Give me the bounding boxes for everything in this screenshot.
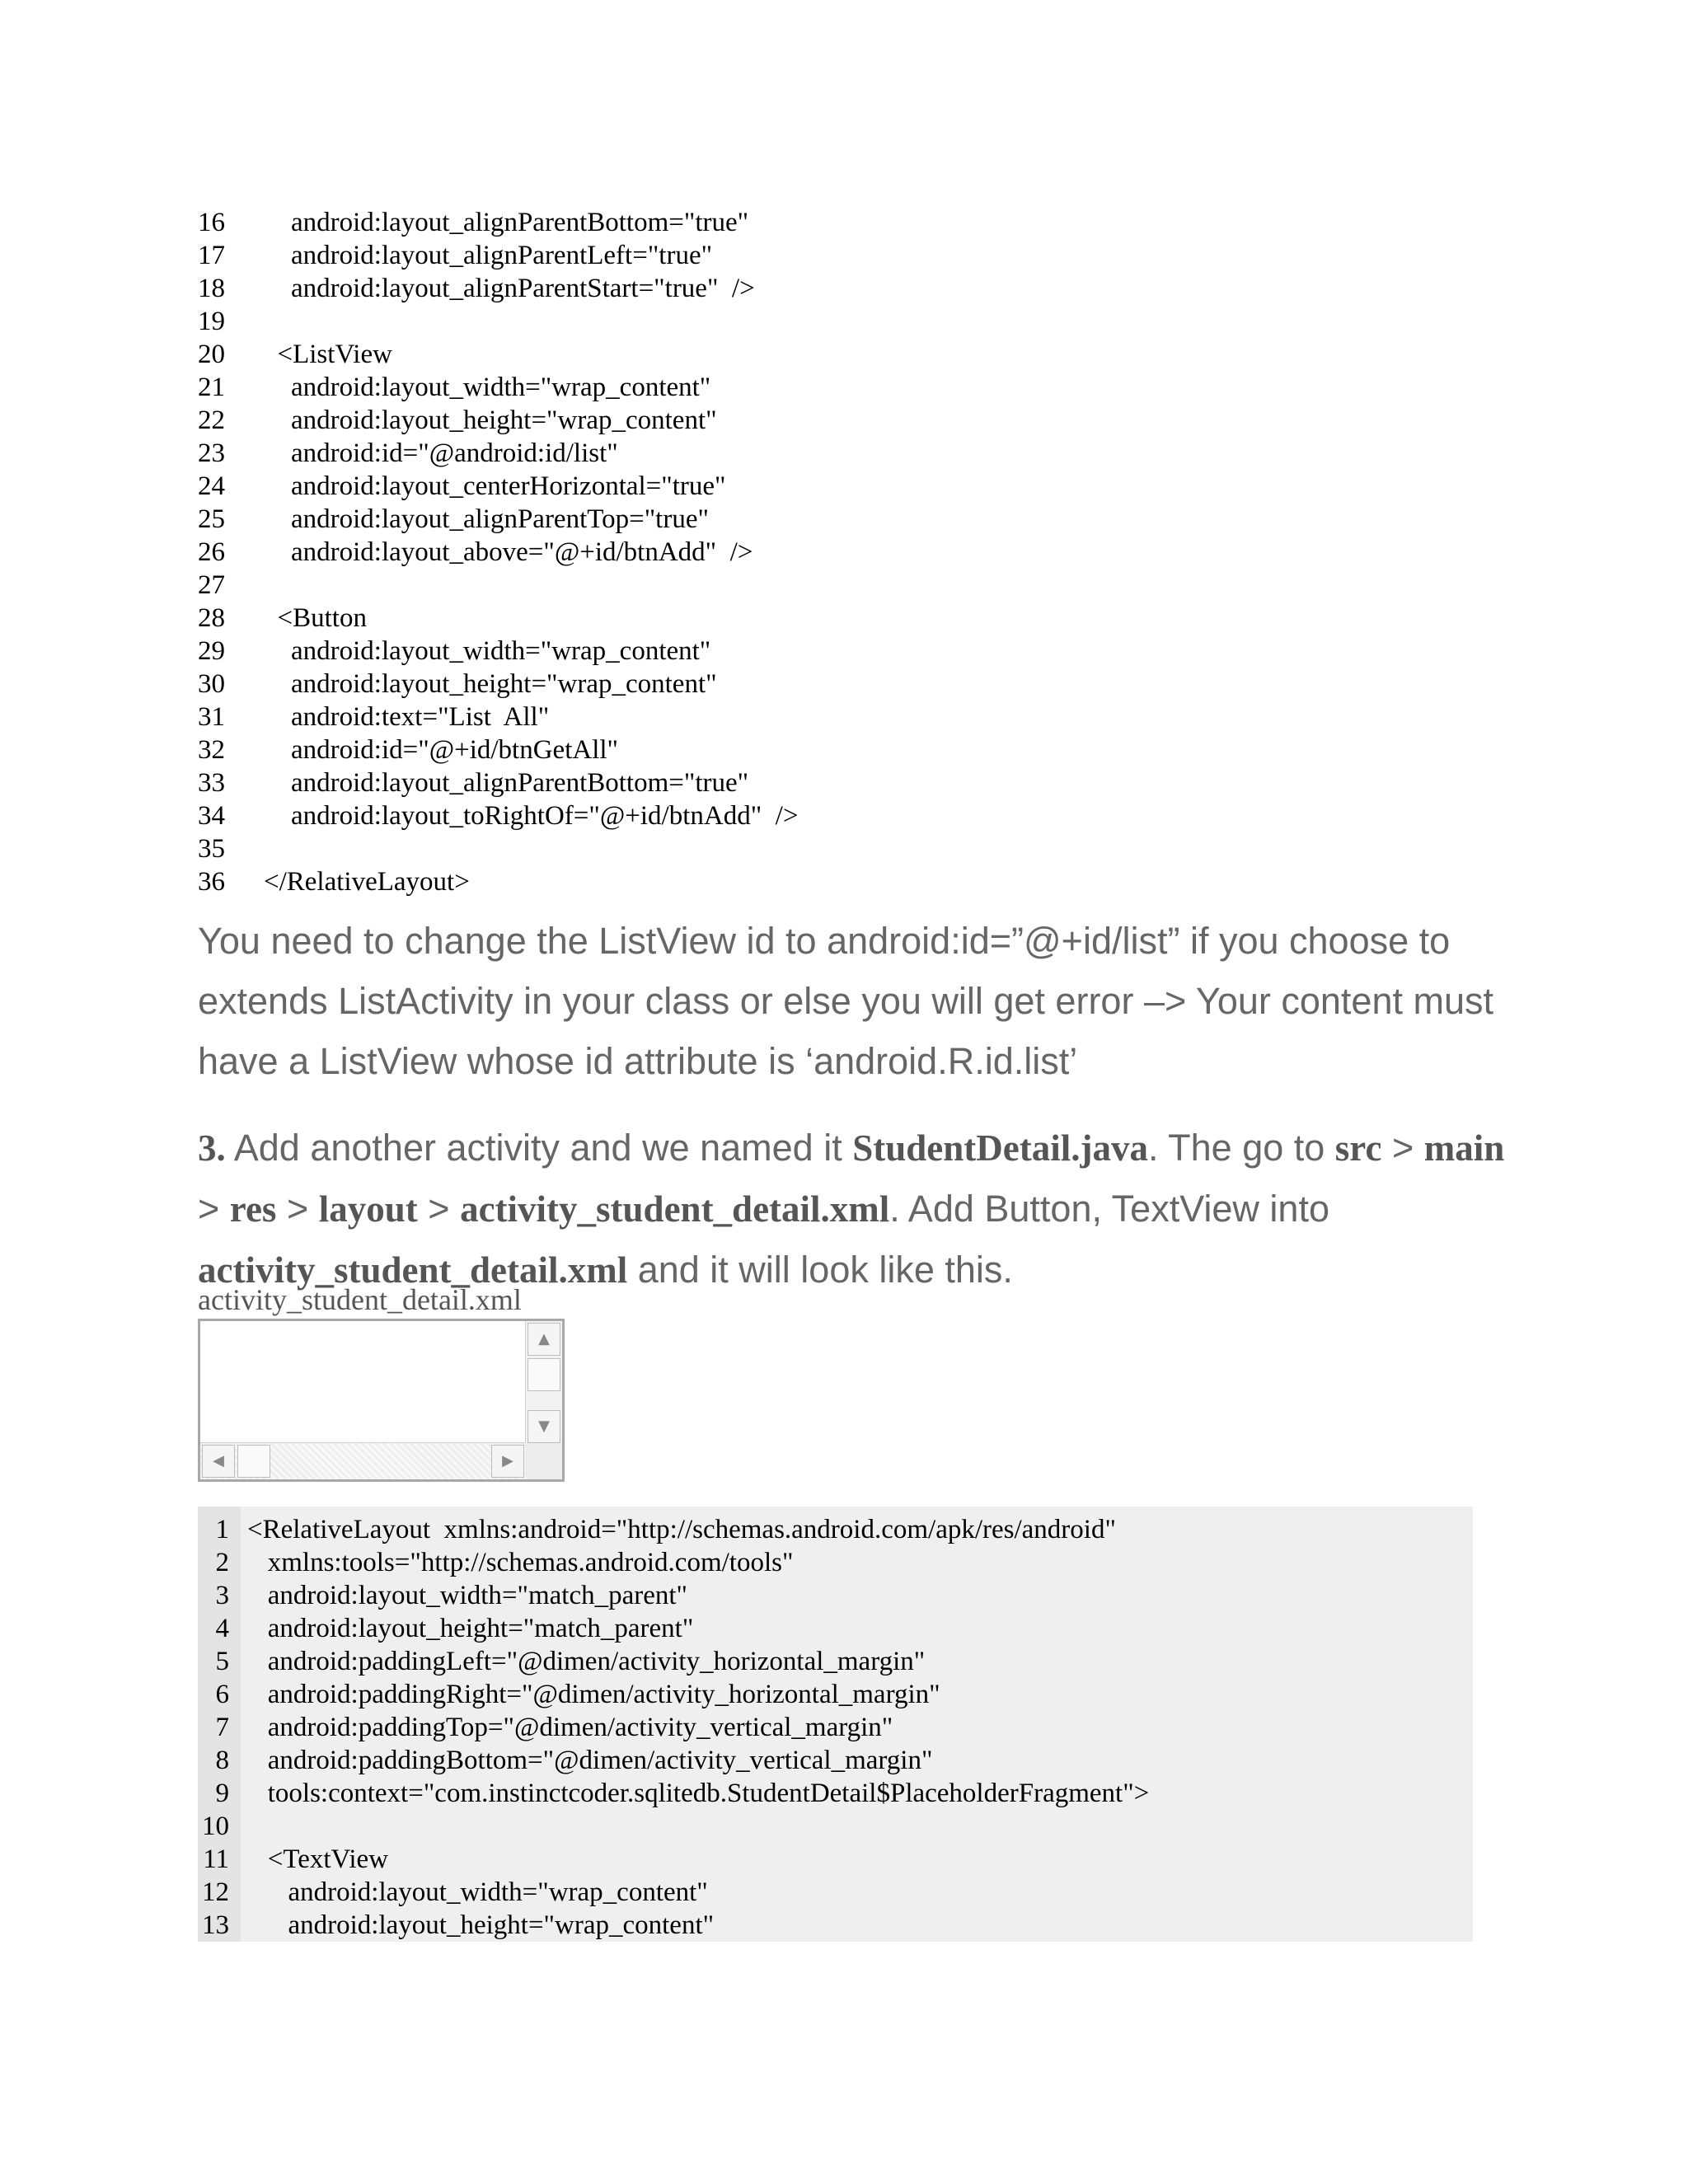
code-line (198, 635, 1484, 668)
line-number: 32 (198, 735, 225, 765)
code-line (198, 470, 1484, 503)
line-number: 17 (198, 241, 225, 270)
code-line (198, 206, 1484, 239)
step-text: and it will look like this. (627, 1249, 1013, 1291)
note-paragraph: You need to change the ListView id to android:id=”@+id/list” if you choose to extends ListActivity in your class or else you will get error –> Your content must have a ListView whose id attribute is ‘android.R.id.list’ (198, 920, 1493, 1082)
line-number: 7 (215, 1713, 229, 1742)
file-label: activity_student_detail.xml (198, 1283, 522, 1316)
path-res: res (229, 1188, 277, 1230)
code-line (198, 701, 1484, 733)
code-text: android:paddingLeft="@dimen/activity_horizontal_margin" (247, 1647, 926, 1676)
code-text: android:layout_width="wrap_content" (247, 1877, 708, 1907)
step-3-paragraph (198, 1118, 1517, 1301)
line-number: 33 (198, 768, 225, 798)
code-line (198, 1843, 1473, 1876)
code-line (198, 272, 1484, 305)
code-line (198, 1645, 1473, 1678)
code-text: <ListView (264, 340, 392, 369)
code-text (264, 832, 1484, 865)
code-text: tools:context="com.instinctcoder.sqlitedb.StudentDetail$PlaceholderFragment"> (247, 1779, 1150, 1808)
code-text: android:layout_height="wrap_content" (247, 1910, 715, 1940)
code-text: xmlns:tools="http://schemas.android.com/tools" (247, 1548, 794, 1577)
step-number: 3. (198, 1127, 226, 1169)
line-number: 11 (203, 1844, 229, 1874)
code-line (198, 404, 1484, 437)
code-line (198, 766, 1484, 799)
scroll-thumb[interactable] (237, 1445, 270, 1478)
code-line (198, 371, 1484, 404)
code-text: android:layout_width="wrap_content" (264, 636, 711, 666)
line-number: 23 (198, 438, 225, 468)
path-separator: > (198, 1188, 230, 1230)
path-separator: > (276, 1188, 319, 1230)
scroll-down-icon[interactable]: ▼ (528, 1410, 560, 1443)
line-number: 30 (198, 669, 225, 699)
code-line (198, 1744, 1473, 1777)
code-text (247, 1810, 1473, 1843)
code-text: android:layout_width="wrap_content" (264, 373, 711, 402)
code-text: android:layout_height="match_parent" (247, 1614, 694, 1643)
path-separator: > (417, 1188, 461, 1230)
code-line (198, 602, 1484, 635)
code-text: android:layout_width="match_parent" (247, 1581, 688, 1610)
code-text: </RelativeLayout> (264, 867, 470, 897)
line-number: 29 (198, 636, 225, 666)
code-line (198, 569, 1484, 602)
code-line (198, 1777, 1473, 1810)
code-line (198, 338, 1484, 371)
line-number: 12 (202, 1877, 229, 1907)
line-number: 5 (215, 1647, 229, 1676)
path-separator: > (1381, 1127, 1424, 1169)
code-line (198, 832, 1484, 865)
code-text: android:id="@android:id/list" (264, 438, 618, 468)
code-line (198, 239, 1484, 272)
line-number: 13 (202, 1910, 229, 1940)
code-line (198, 1678, 1473, 1711)
code-text: <Button (264, 603, 367, 633)
line-number: 34 (198, 801, 225, 831)
code-line (198, 1579, 1473, 1612)
line-number: 10 (202, 1811, 229, 1841)
code-text (264, 305, 1484, 338)
line-number: 21 (198, 373, 225, 402)
line-number: 28 (198, 603, 225, 633)
line-number: 2 (215, 1548, 229, 1577)
path-src: src (1334, 1127, 1382, 1169)
code-line (198, 1513, 1473, 1546)
code-line (198, 503, 1484, 536)
code-line (198, 1810, 1473, 1843)
embedded-frame[interactable] (198, 1319, 565, 1482)
code-line (198, 865, 1484, 898)
code-text: android:layout_alignParentTop="true" (264, 504, 709, 534)
code-text: android:layout_above="@+id/btnAdd" /> (264, 537, 753, 567)
code-text: android:layout_centerHorizontal="true" (264, 471, 726, 501)
line-number: 26 (198, 537, 225, 567)
scroll-left-icon[interactable]: ◀ (202, 1445, 235, 1478)
code-text: android:layout_alignParentStart="true" /> (264, 274, 755, 303)
line-number: 8 (215, 1746, 229, 1775)
code-text: android:paddingTop="@dimen/activity_vertical_margin" (247, 1713, 893, 1742)
line-number: 36 (198, 867, 225, 897)
code-text: android:layout_alignParentLeft="true" (264, 241, 713, 270)
line-number: 27 (198, 570, 225, 600)
code-text: android:layout_toRightOf="@+id/btnAdd" /> (264, 801, 799, 831)
line-number: 22 (198, 405, 225, 435)
code-text: android:paddingRight="@dimen/activity_horizontal_margin" (247, 1680, 940, 1709)
code-line (198, 1876, 1473, 1909)
code-text: <RelativeLayout xmlns:android="http://schemas.android.com/apk/res/android" (247, 1515, 1116, 1544)
xml-filename: activity_student_detail.xml (198, 1249, 628, 1291)
code-line (198, 1612, 1473, 1645)
code-text: android:id="@+id/btnGetAll" (264, 735, 619, 765)
code-text: android:text="List All" (264, 702, 550, 732)
code-text: android:layout_alignParentBottom="true" (264, 208, 749, 237)
scroll-thumb[interactable] (528, 1358, 560, 1391)
code-text: <TextView (247, 1844, 389, 1874)
code-text: android:layout_height="wrap_content" (264, 669, 717, 699)
code-text: android:layout_height="wrap_content" (264, 405, 717, 435)
code-line (198, 1909, 1473, 1942)
line-number: 4 (215, 1614, 229, 1643)
code-line (198, 1546, 1473, 1579)
code-line (198, 733, 1484, 766)
line-number: 1 (215, 1515, 229, 1544)
code-text: android:paddingBottom="@dimen/activity_vertical_margin" (247, 1746, 933, 1775)
line-number: 3 (215, 1581, 229, 1610)
horizontal-scrollbar[interactable] (200, 1442, 526, 1479)
code-block-continuation (198, 206, 1484, 898)
line-number: 25 (198, 504, 225, 534)
line-number: 19 (198, 307, 225, 336)
line-number: 16 (198, 208, 225, 237)
scrollbar-corner (526, 1443, 562, 1479)
code-line (198, 668, 1484, 701)
line-number: 18 (198, 274, 225, 303)
line-number: 31 (198, 702, 225, 732)
scroll-up-icon[interactable]: ▲ (528, 1323, 560, 1356)
xml-filename: activity_student_detail.xml (460, 1188, 890, 1230)
code-block-xml (198, 1507, 1473, 1942)
code-line (198, 1711, 1473, 1744)
java-filename: StudentDetail.java (852, 1127, 1148, 1169)
code-line (198, 536, 1484, 569)
step-text: . The go to (1147, 1127, 1335, 1169)
code-line (198, 437, 1484, 470)
line-number: 35 (198, 834, 225, 864)
line-number: 6 (215, 1680, 229, 1709)
code-line (198, 799, 1484, 832)
step-text: Add another activity and we named it (225, 1127, 853, 1169)
line-number: 24 (198, 471, 225, 501)
line-number: 20 (198, 340, 225, 369)
code-text (264, 569, 1484, 602)
path-main: main (1423, 1127, 1505, 1169)
line-number: 9 (215, 1779, 229, 1808)
path-layout: layout (318, 1188, 418, 1230)
code-text: android:layout_alignParentBottom="true" (264, 768, 749, 798)
scroll-right-icon[interactable]: ▶ (491, 1445, 524, 1478)
step-text: . Add Button, TextView into (889, 1188, 1329, 1230)
code-line (198, 305, 1484, 338)
vertical-scrollbar[interactable] (525, 1321, 562, 1445)
